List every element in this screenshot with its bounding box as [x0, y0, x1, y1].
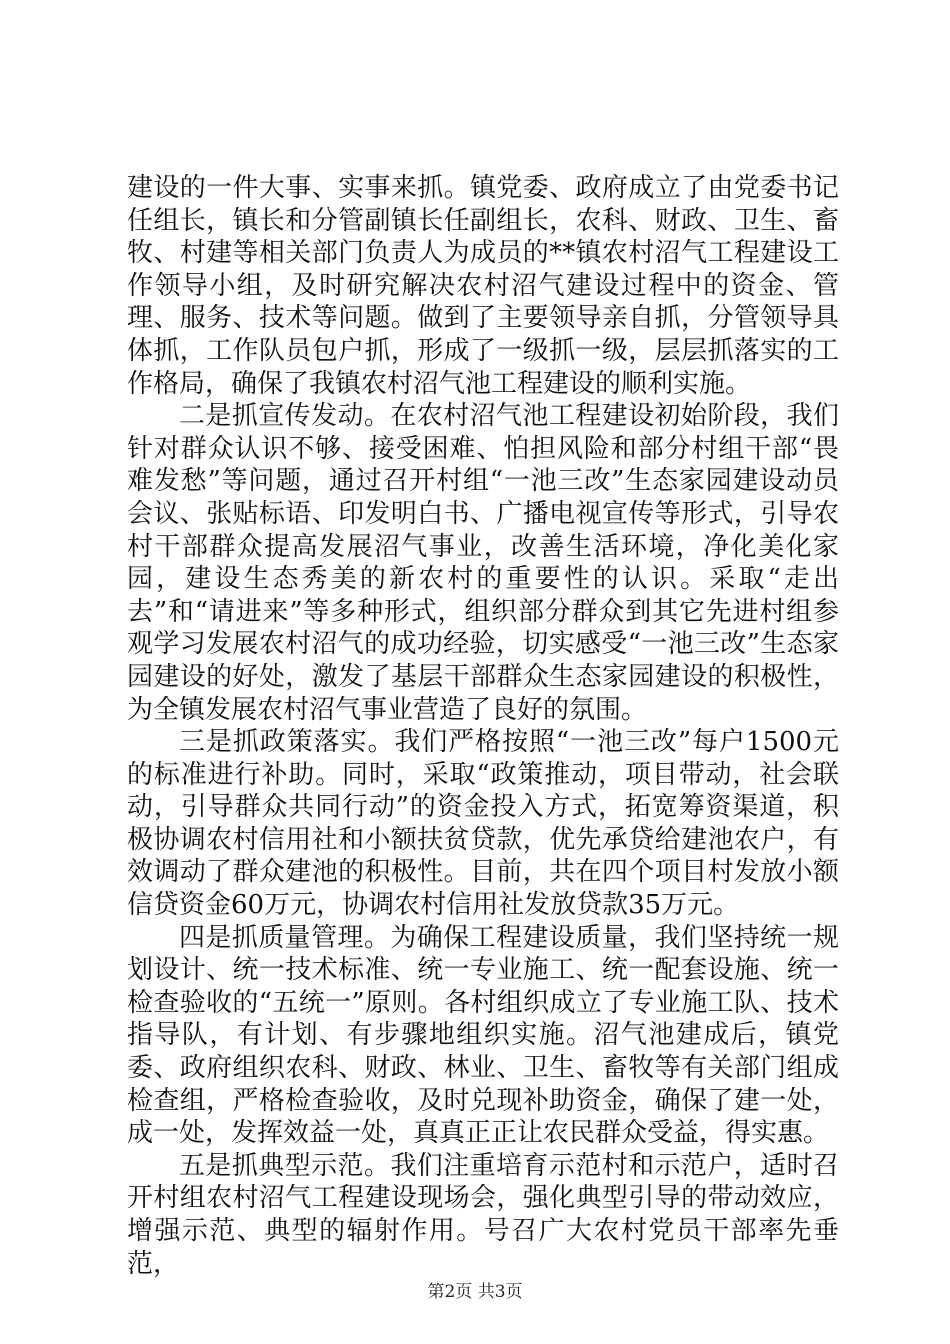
paragraph-publicity: 二是抓宣传发动。在农村沼气池工程建设初始阶段，我们针对群众认识不够、接受困难、怕担风险和部分村组干部“畏难发愁”等问题，通过召开村组“一池三改”生态家园建设动员会议、张贴标语、印发明白书、广播电视宣传等形式，引导农村干部群众提高发展沼气事业，改善生活环境，净化美化家园，建设生态秀美的新农村的重要性的认识。采取“走出去”和“请进来”等多种形式，组织部分群众到其它先进村组参观学习发展农村沼气的成功经验，切实感受“一池三改”生态家园建设的好处，激发了基层干部群众生态家园建设的积极性，为全镇发展农村沼气事业营造了良好的氛围。	[127, 401, 839, 725]
page-number-footer: 第2页 共3页	[427, 1282, 523, 1302]
paragraph-continuation: 建设的一件大事、实事来抓。镇党委、政府成立了由党委书记任组长，镇长和分管副镇长任副组长，农科、财政、卫生、畜牧、村建等相关部门负责人为成员的**镇农村沼气工程建设工作领导小组，及时研究解决农村沼气建设过程中的资金、管理、服务、技术等问题。做到了主要领导亲自抓，分管领导具体抓，工作队员包户抓，形成了一级抓一级，层层抓落实的工作格局，确保了我镇农村沼气池工程建设的顺利实施。	[127, 173, 839, 399]
paragraph-policy: 三是抓政策落实。我们严格按照“一池三改”每户1500元的标准进行补助。同时，采取“政策推动，项目带动，社会联动，引导群众共同行动”的资金投入方式，拓宽筹资渠道，积极协调农村信用社和小额扶贫贷款，优先承贷给建池农户，有效调动了群众建池的积极性。目前，共在四个项目村发放小额信贷资金60万元，协调农村信用社发放贷款35万元。	[127, 727, 839, 921]
document-body	[127, 172, 839, 1280]
paragraph-demonstration: 五是抓典型示范。我们注重培育示范村和示范户，适时召开村组农村沼气工程建设现场会，强化典型引导的带动效应，增强示范、典型的辐射作用。号召广大农村党员干部率先垂范，	[127, 1150, 839, 1279]
paragraph-quality: 四是抓质量管理。为确保工程建设质量，我们坚持统一规划设计、统一技术标准、统一专业施工、统一配套设施、统一检查验收的“五统一”原则。各村组织成立了专业施工队、技术指导队，有计划、有步骤地组织实施。沼气池建成后，镇党委、政府组织农科、财政、林业、卫生、畜牧等有关部门组成检查组，严格检查验收，及时兑现补助资金，确保了建一处，成一处，发挥效益一处，真真正正让农民群众受益，得实惠。	[127, 922, 839, 1149]
